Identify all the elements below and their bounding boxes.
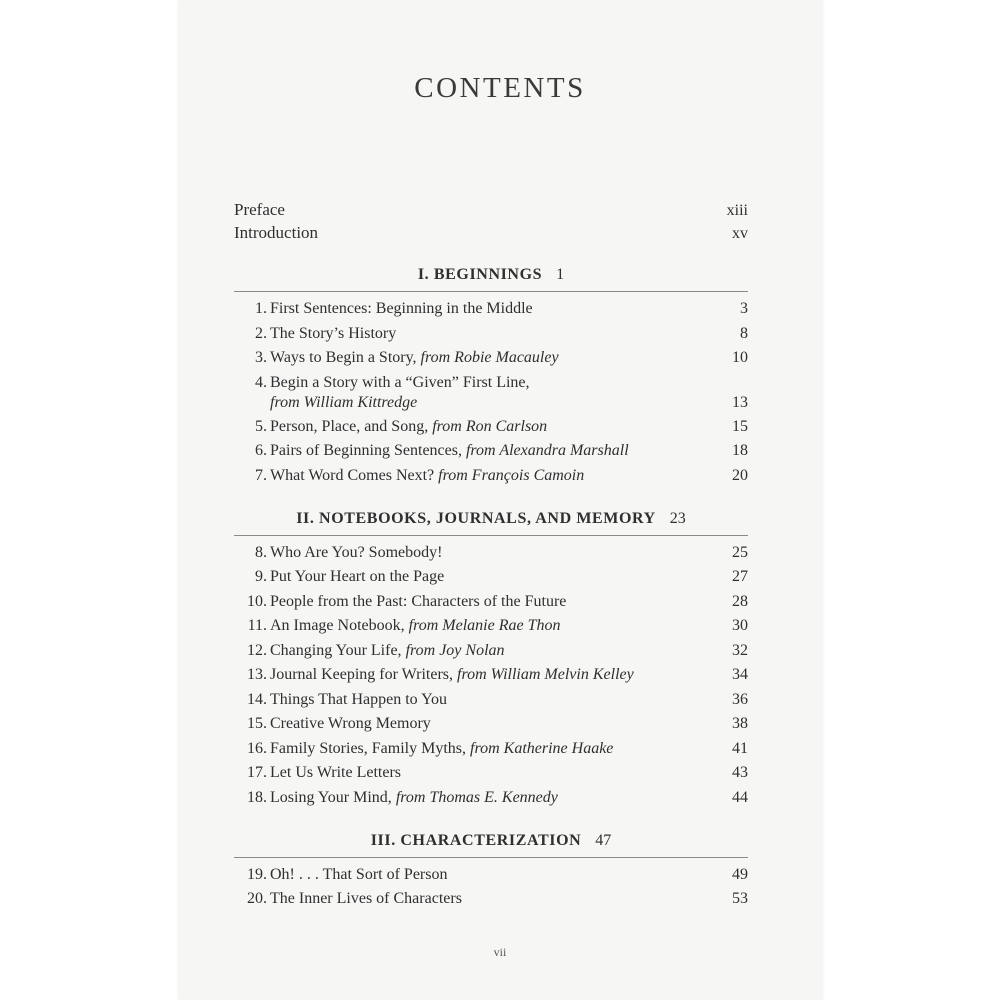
entry-title: First Sentences: Beginning in the Middle [270,300,533,317]
toc-entry[interactable] [234,418,748,436]
entry-title: Person, Place, and Song, [270,418,429,435]
entry-title: The Inner Lives of Characters [270,890,462,907]
toc-entry[interactable] [234,568,748,586]
section-divider [234,291,748,292]
entry-page: 49 [732,866,748,883]
entry-number: 13. [247,666,267,683]
entry-author: from William Kittredge [270,394,418,411]
toc-entry[interactable] [234,467,748,485]
entry-number: 20. [247,890,267,907]
toc-entry[interactable] [234,789,748,807]
entry-page: 36 [732,691,748,708]
entry-number: 7. [255,467,267,484]
entry-number: 19. [247,866,267,883]
entry-page: 18 [732,442,748,459]
entry-page: 34 [732,666,748,683]
toc-entry[interactable] [234,349,748,367]
entry-number: 17. [247,764,267,781]
entry-number: 16. [247,740,267,757]
entry-number: 12. [247,642,267,659]
entry-number: 4. [255,374,267,391]
entry-number: 15. [247,715,267,732]
entry-number: 5. [255,418,267,435]
part-page: 47 [595,832,612,849]
part-page: 23 [669,510,686,527]
toc-entry[interactable] [234,617,748,635]
page-title: CONTENTS [414,72,586,104]
entry-title: What Word Comes Next? [270,467,435,484]
entry-number: 6. [255,442,267,459]
entry-title: Begin a Story with a “Given” First Line, [270,374,530,391]
entry-number: 8. [255,544,267,561]
entry-title: Put Your Heart on the Page [270,568,445,585]
entry-author: from Thomas E. Kennedy [395,789,558,806]
part-heading-notebooks[interactable] [234,510,748,528]
entry-author: from François Camoin [438,467,585,484]
entry-page: 41 [732,740,748,757]
front-matter-introduction[interactable] [234,223,748,243]
toc-entry[interactable] [234,544,748,562]
page-folio: vii [493,945,507,959]
part-title: III. CHARACTERIZATION [370,832,582,849]
entry-page: 38 [732,715,748,732]
front-matter-label: Introduction [234,223,319,242]
entry-title: Oh! . . . That Sort of Person [270,866,448,883]
entry-number: 1. [255,300,267,317]
entry-page: 30 [732,617,748,634]
entry-page: 44 [732,789,748,806]
toc-entry[interactable] [234,374,748,392]
entry-title: Ways to Begin a Story, [270,349,417,366]
entry-page: 27 [732,568,748,585]
entry-title: Things That Happen to You [270,691,448,708]
entry-title: An Image Notebook, [270,617,405,634]
entry-title: Who Are You? Somebody! [270,544,443,561]
entry-title: Journal Keeping for Writers, [270,666,454,683]
entry-page: 43 [732,764,748,781]
toc-entry[interactable] [234,300,748,318]
entry-title: Creative Wrong Memory [270,715,431,732]
entry-number: 11. [247,617,267,634]
entry-page: 20 [732,467,748,484]
entry-author: from Robie Macauley [420,349,559,366]
entry-number: 2. [255,325,267,342]
entry-page: 28 [732,593,748,610]
entry-author: from Alexandra Marshall [465,442,629,459]
front-matter-preface[interactable] [234,200,748,220]
entry-author: from Katherine Haake [470,740,614,757]
entry-number: 3. [255,349,267,366]
part-page: 1 [556,266,565,283]
toc-entry[interactable] [234,866,748,884]
entry-title: Let Us Write Letters [270,764,402,781]
entry-page: 8 [740,325,748,342]
part-title: II. NOTEBOOKS, JOURNALS, AND MEMORY [296,510,656,527]
section-divider [234,535,748,536]
toc-entry[interactable] [234,325,748,343]
toc-entry[interactable] [234,764,748,782]
toc-entry[interactable] [234,740,748,758]
entry-page: 13 [732,394,748,411]
toc-entry[interactable] [234,442,748,460]
toc-entry[interactable] [234,890,748,908]
toc-entry[interactable] [234,715,748,733]
entry-title: Family Stories, Family Myths, [270,740,467,757]
entry-number: 9. [255,568,267,585]
entry-author: from Melanie Rae Thon [408,617,561,634]
entry-page: 32 [732,642,748,659]
entry-page: 3 [740,300,748,317]
entry-title: Losing Your Mind, [270,789,392,806]
book-page [178,0,823,1000]
entry-title: People from the Past: Characters of the Future [270,593,567,610]
part-title: I. BEGINNINGS [417,266,543,283]
front-matter-label: Preface [234,200,285,219]
entry-title: Pairs of Beginning Sentences, [270,442,462,459]
entry-page: 25 [732,544,748,561]
toc-entry[interactable] [234,642,748,660]
front-matter-page: xv [732,225,748,242]
toc-entry[interactable] [234,691,748,709]
entry-number: 18. [247,789,267,806]
entry-title: The Story’s History [270,325,397,342]
toc-entry[interactable] [234,666,748,684]
part-heading-characterization[interactable] [234,832,748,850]
entry-page: 15 [732,418,748,435]
toc-entry[interactable] [234,593,748,611]
front-matter-page: xiii [726,202,748,219]
entry-title: Changing Your Life, [270,642,402,659]
part-heading-beginnings[interactable] [234,266,748,284]
entry-author: from Joy Nolan [405,642,505,659]
section-divider [234,857,748,858]
entry-author: from William Melvin Kelley [457,666,634,683]
entry-author: from Ron Carlson [432,418,548,435]
entry-page: 53 [732,890,748,907]
entry-page: 10 [732,349,748,366]
entry-number: 10. [247,593,267,610]
entry-number: 14. [247,691,267,708]
